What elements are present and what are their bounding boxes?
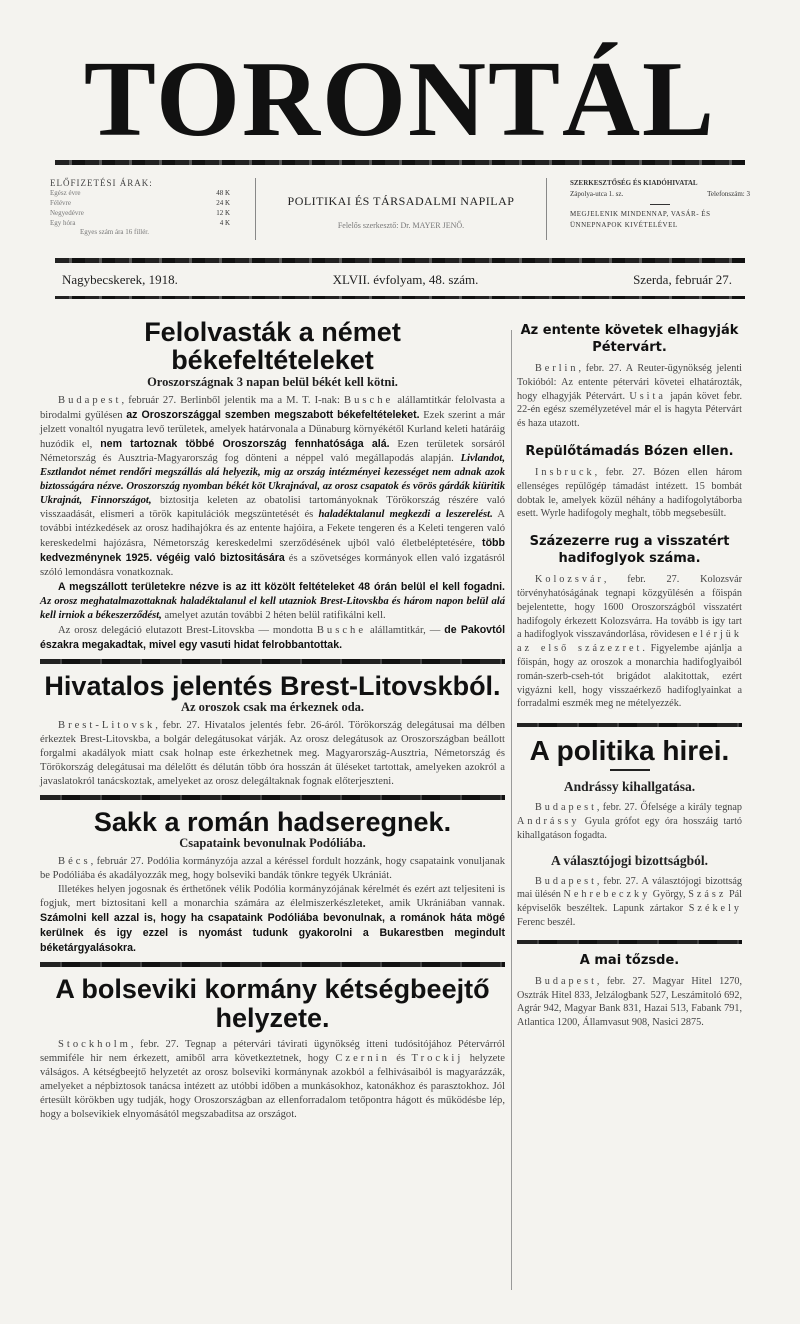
office-phone: Telefonszám: 3	[707, 190, 750, 198]
office-divider	[650, 204, 670, 205]
office-heading: SZERKESZTŐSÉG ÉS KIADÓHIVATAL	[570, 179, 698, 187]
text-segment: , febr. 27. Tegnap a pétervári távirati ügynökség itteni tudósitójához Pétervárról semmiféle hir nem érkezett, amiből arra következtetnek, hogy	[40, 1039, 505, 1065]
politics-heading: A politika hirei.	[529, 735, 730, 767]
article	[40, 808, 505, 956]
article-subheadline: Az oroszok csak ma érkeznek oda.	[180, 700, 365, 715]
article-headline: Százezerre rug a visszatért hadifoglyok száma.	[529, 534, 730, 567]
text-segment: Ezek szerint a már jelzett vonaltól nyugatra levő területek, amelyek határvonala a Dünaburg környékétől Kurland keleti határáig huzódik el,	[40, 409, 505, 450]
article	[40, 318, 505, 653]
article	[40, 672, 505, 789]
price-row	[50, 208, 230, 218]
text-segment: Usita	[629, 390, 666, 402]
section-rule	[40, 795, 505, 800]
text-segment: és	[389, 1053, 412, 1065]
text-segment: Nehrebeczky	[563, 889, 651, 901]
text-segment: biztositja keleten az obatolisi tartományoknak Törökország részére való visszaadását, elismeri a török kapitulációk megszüntetését és	[40, 494, 505, 520]
text-segment: Kolozsvár	[535, 574, 604, 586]
section-rule	[40, 962, 505, 967]
newspaper-title-logo: TORONTÁL	[83, 40, 717, 159]
article-headline: Felolvasták a német békefeltételeket	[144, 317, 401, 376]
text-segment: , febr. 27. A Reuter-ügynökség jelenti Tokióból: Az entente pétervári követei elhatározták, hogy elhagyják Pétervárt.	[517, 363, 742, 402]
text-segment: Budapest	[58, 394, 122, 406]
text-segment: Busche	[344, 394, 394, 406]
text-segment: japán követ febr. 22-én egész személyzetével már el is hagyta Pétervárt és haza utazott.	[517, 390, 742, 430]
text-segment: alállamtitkár, —	[366, 624, 445, 636]
left-column	[40, 318, 505, 1128]
masthead-rule	[55, 160, 745, 165]
text-segment: amelyet azután további 2 héten belül ratifikálni kell.	[161, 609, 386, 621]
article-headline: A bolseviki kormány kétségbeejtő helyzete.	[55, 974, 490, 1033]
text-segment: , febr. 27. Hivatalos jelentés febr. 26-áról. Törökország delegátusai ma délben érkeztek Brest-Litovskba, a bolgár delegátusokat várják. Az orosz delegátusok az Oroszországban beállott forgalmi akadályok miatt csak holnap este érkezhetnek meg. Magyarország-Ausztria, Németország és Törökország delegátusai ma délelőtt és délután több óra hosszán át üléseket tartottak, amelyeken azokról a javaslatokról tanácskoztak, amelyeket az orosz delegáltaknak fognak előterjeszteni.	[40, 720, 505, 788]
article-paragraph	[40, 580, 505, 623]
text-segment: Trockij	[411, 1053, 464, 1065]
text-segment: elérjük az első százezret	[517, 629, 742, 655]
text-segment: Gyula grófot egy óra hosszáig tartó kihallgatáson fogadta.	[517, 815, 742, 841]
text-segment: nem tartoznak többé Oroszország fennhatósága alá.	[100, 437, 390, 450]
article-headline: Hivatalos jelentés Brest-Litovskból.	[44, 670, 501, 701]
text-segment: Az orosz delegáció elutazott Brest-Litovskba — mondotta	[58, 624, 317, 636]
editor-line: Felelős szerkesztő: Dr. MAYER JENŐ.	[337, 221, 465, 230]
article-headline: A választójogi bizottságból.	[550, 852, 709, 868]
price-row	[50, 218, 230, 228]
text-segment: Stockholm	[58, 1039, 131, 1051]
price-row	[50, 188, 230, 198]
text-segment: Czernin	[335, 1053, 390, 1065]
article-paragraph	[40, 394, 505, 580]
article	[517, 533, 742, 711]
text-segment: , február 27. Podólia kormányzója azzal a kéréssel fordult hozzánk, hogy csapataink vonuljanak be Podóliába és akadályozzák meg, hogy bolseviki bandák tönkre tegyék Ukrániát.	[40, 856, 505, 882]
article	[517, 853, 742, 930]
office-contact	[570, 189, 750, 200]
text-segment: Budapest	[535, 802, 597, 814]
price-label: Egész évre	[50, 189, 81, 197]
text-segment: , febr. 27. Őfelsége a király tegnap	[596, 802, 742, 814]
text-segment: alállamtitkár felolvasta a birodalmi gyűlésen	[40, 394, 505, 421]
subscription-prices	[50, 178, 230, 236]
article	[517, 779, 742, 842]
article-paragraph	[40, 855, 505, 883]
price-value: 24 K	[216, 199, 230, 207]
text-segment: helyzete válságos. A kétségbeejtő helyzetét az orosz bolseviki kormánynak azokból a felhivásaiból is magyarázzák, amelyeket a népbiztosok tanácsa intézett az utóbbi időben a munkásokhoz, katonákhoz és parasztokhoz. Jól értesült körökben ugy tudják, hogy Oroszországban az ellenforradalom tetőpontra hágott és működésbe lép, hogy a bolsevikiek elnyomásától megszabaditsa az országot.	[40, 1053, 505, 1121]
article-paragraph	[517, 573, 742, 711]
text-segment: Busche	[316, 624, 367, 636]
text-segment: , febr. 27. Magyar Hitel 1270, Osztrák Hitel 833, Jelzálogbank 527, Leszámitoló 692, Agrár 942, Magyar Bank 831, Hazai 513, Fabank 791, Atlantica 1200, Államvasut 908, Nasici 2875.	[517, 975, 742, 1029]
text-segment: , február 27. Berlinből jelentik ma a M. T. I-nak:	[121, 394, 345, 406]
volume-issue: XLVII. évfolyam, 48. szám.	[332, 272, 479, 287]
text-segment: Illetékes helyen jogosnak és érthetőnek vélik Podólia kormányzójának kérelmét és ezért azt teljesiteni is fogjuk, mert biztositani kell a monarchia számára az élelmiszerkészleteket, amik Ukrániában vannak.	[40, 884, 505, 910]
text-segment: , febr. 27. A választójogi bizottság mai ülésén	[517, 875, 742, 901]
single-copy-price: Egyes szám ára 16 fillér.	[80, 228, 150, 236]
article-paragraph	[40, 1038, 505, 1122]
article	[40, 975, 505, 1122]
price-label: Egy hóra	[50, 219, 76, 227]
price-label: Negyedévre	[50, 209, 84, 217]
text-segment: Insbruck	[535, 466, 595, 478]
heading-rule	[610, 769, 650, 771]
price-rows	[50, 188, 230, 228]
text-segment: haladéktalanul megkezdi a leszerelést.	[318, 508, 493, 520]
text-segment: Székely	[688, 903, 742, 915]
section-rule	[40, 659, 505, 664]
text-segment: Berlin	[535, 363, 579, 374]
text-segment: és a szövetséges kormányok ellen való izgatásról szóló lemondásra vonatkoznak.	[40, 552, 505, 578]
article-subheadline: Csapataink bevonulnak Podóliába.	[179, 836, 366, 851]
article-headline: Repülőtámadás Bózen ellen.	[525, 443, 734, 459]
text-segment: , febr. 27. Kolozsvár törvényhatóságának tegnapi közgyülésén a főispán bejelentette, hogy 1600 Oroszországból visszatért hadifogoly érkezett Kolozsvárra. Ha tovább is igy tart a hadifoglyok visszavándorlása, rövidesen	[517, 574, 742, 641]
text-segment: az Oroszországgal szemben megszabott békefeltételeket.	[126, 408, 420, 421]
stock-article	[517, 952, 742, 1030]
section-rule	[517, 723, 742, 727]
issue-date: Szerda, február 27.	[633, 272, 732, 287]
article-paragraph	[517, 801, 742, 842]
dateline	[62, 272, 732, 288]
subscription-heading: ELŐFIZETÉSI ÁRAK:	[50, 178, 153, 188]
text-segment: Ezen területek sorsáról Németország és Ausztria-Magyarország fog dönteni a néppel való megállapodás alapján.	[40, 438, 505, 464]
text-segment: Bécs	[58, 856, 91, 868]
article	[517, 443, 742, 521]
column-divider	[511, 330, 512, 1290]
article	[517, 322, 742, 431]
info-rule	[55, 258, 745, 263]
office-address: Zápolya-utca 1. sz.	[570, 190, 624, 198]
text-segment: Brest-Litovsk	[58, 720, 156, 732]
text-segment: Szász	[688, 889, 727, 901]
price-value: 4 K	[219, 219, 230, 227]
place-year: Nagybecskerek, 1918.	[62, 272, 178, 287]
header-info	[50, 178, 750, 256]
article-paragraph	[517, 975, 742, 1030]
paper-subtitle: POLITIKAI ÉS TÁRSADALMI NAPILAP	[287, 194, 515, 208]
price-row	[50, 198, 230, 208]
text-segment: Andrássy	[517, 815, 580, 827]
text-segment: Budapest	[535, 975, 597, 987]
section-rule	[517, 940, 742, 944]
text-segment: A megszállott területekre nézve is az itt közölt feltételeket 48 órán belül el kell fogadni.	[58, 580, 505, 593]
text-segment: . Figyelembe ajánlja a főispán, hogy az oroszok a monarchia hadifoglyaiból román-szerb-cseh-tót brigádot alakitottak, ezért vigyázni kell, hogy visszaérkező hadifoglyainkat a forradalmi eszmék meg ne mételyezzék.	[517, 643, 742, 710]
text-segment: A további intézkedések az orosz hadihajókra és az entente hajóira, a Fekete tengeren és a Keleti tengeren való kereskedelmi hajózásra, Németország kereskedelmi szerződésének ujból való életbeléptetésére,	[40, 508, 506, 549]
publication-schedule: MEGJELENIK MINDENNAP, VASÁR- ÉS ÜNNEPNAPOK KIVÉTELÉVEL	[570, 210, 711, 229]
article-headline: Az entente követek elhagyják Pétervárt.	[520, 323, 739, 355]
price-label: Félévre	[50, 199, 71, 207]
text-segment: Pál képviselők beszéltek. Lapunk zártakor	[517, 889, 742, 915]
office-info	[570, 178, 750, 231]
article-paragraph	[40, 623, 505, 653]
stock-headline: A mai tőzsde.	[579, 952, 680, 968]
article-headline: Sakk a román hadseregnek.	[93, 807, 452, 838]
article-paragraph	[40, 719, 505, 789]
text-segment: de Pakovtól északra megakadtak, mivel egy vasuti hidat felrobbantottak.	[40, 623, 506, 651]
text-segment: , febr. 27. Bózen ellen három ellenséges repülőgép támadást intézett. 15 bombát dobtak le, amelyek közül néhány a hadifogolytáborba esett. Wyrle hadifogoly meghalt, több megsebesült.	[517, 466, 742, 520]
article-subheadline: Oroszországnak 3 napan belül békét kell kötni.	[147, 374, 398, 389]
text-segment: Számolni kell azzal is, hogy ha csapataink Podóliába bevonulnak, a románok háta mögé kerülnek és igy ezzel is nyomást tudunk gyakorolni a Bukarestben megindult béketárgyalásokra.	[40, 912, 505, 955]
right-column	[517, 318, 742, 1036]
article-paragraph	[517, 875, 742, 930]
text-segment: György,	[650, 889, 689, 901]
masthead	[55, 40, 745, 160]
price-value: 12 K	[216, 209, 230, 217]
text-segment: Ferenc beszél.	[517, 916, 576, 928]
article-paragraph	[517, 362, 742, 431]
center-info	[255, 178, 547, 240]
price-value: 48 K	[216, 189, 230, 197]
article-paragraph	[517, 466, 742, 521]
article-paragraph	[40, 883, 505, 956]
text-segment: több kedvezménynek 1925. végéig való biztositására	[40, 536, 505, 564]
text-segment: Budapest	[535, 875, 597, 887]
article-headline: Andrássy kihallgatása.	[563, 779, 696, 795]
text-segment: Livlandot, Esztlandot német rendőri megszállás alá helyezik, mig az ország intézményei kezességet nem adnak azok biztosságára nézve. Oroszország nyomban békét köt Ukrajnával, az orosz csapatok és vörös gárdák kiüritik Ukrajnát, Finnországot,	[40, 452, 505, 506]
text-segment: Az orosz meghatalmazottaknak haladéktalanul el kell utazniok Brest-Litovskba és három napon belül alá kell irniok a békeszerződést,	[40, 595, 505, 621]
dateline-rule	[55, 296, 745, 299]
